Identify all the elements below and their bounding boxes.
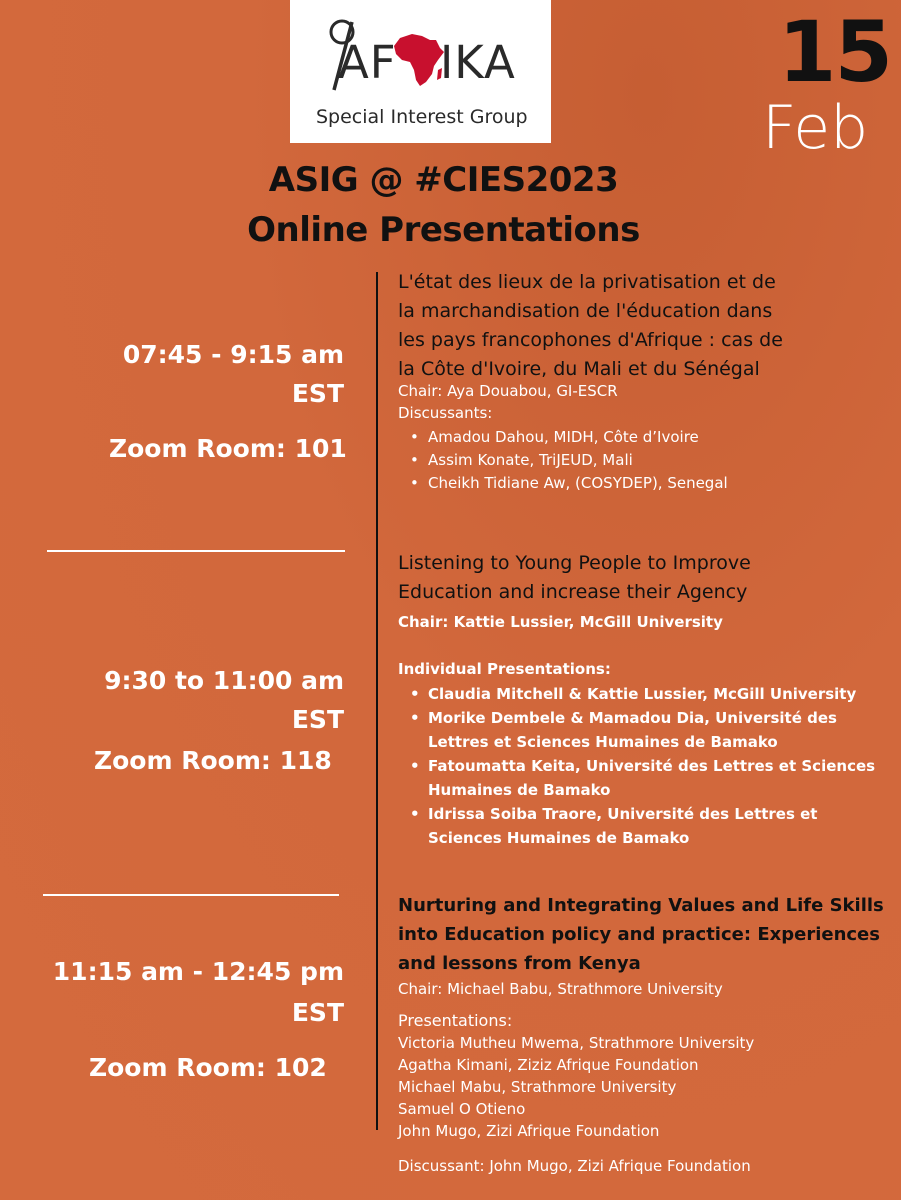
africa-map-icon (390, 30, 446, 90)
session-1-chair: Chair: Aya Douabou, GI-ESCR (398, 382, 618, 400)
session-3-list-heading: Presentations: (398, 1011, 513, 1030)
list-item: John Mugo, Zizi Afrique Foundation (398, 1122, 660, 1140)
session-3-room: Zoom Room: 102 (89, 1053, 327, 1082)
list-item: • Assim Konate, TriJEUD, Mali (398, 449, 728, 472)
session-divider-2 (43, 894, 339, 896)
list-item: • Amadou Dahou, MIDH, Côte d’Ivoire (398, 426, 728, 449)
session-2-room: Zoom Room: 118 (94, 746, 332, 775)
session-1-title-line: L'état des lieux de la privatisation et de (398, 271, 776, 293)
session-3-discussant: Discussant: John Mugo, Zizi Afrique Foundation (398, 1157, 751, 1175)
session-3-title-line: Nurturing and Integrating Values and Life Skills (398, 895, 884, 916)
list-item: Humaines de Bamako (428, 781, 611, 799)
list-item: Sciences Humaines de Bamako (428, 829, 690, 847)
logo-subtitle: Special Interest Group (316, 106, 528, 128)
page-subtitle: Online Presentations (247, 210, 640, 250)
session-3-title (398, 891, 898, 978)
date-month: Feb (762, 93, 869, 163)
date-day: 15 (778, 3, 891, 101)
session-2-timezone: EST (291, 705, 344, 734)
session-1-title-line: la marchandisation de l'éducation dans (398, 300, 773, 322)
session-1-list-heading: Discussants: (398, 404, 493, 422)
asig-logo (290, 0, 551, 143)
logo-text-right: IKA (440, 36, 516, 89)
session-1-discussants (398, 426, 728, 495)
list-item: Agatha Kimani, Ziziz Afrique Foundation (398, 1056, 699, 1074)
session-2-presentations (398, 682, 875, 850)
list-item: • Idrissa Soiba Traore, Université des Lettres et (398, 802, 875, 826)
list-item: • Claudia Mitchell & Kattie Lussier, McGill University (398, 682, 875, 706)
list-item: Lettres et Sciences Humaines de Bamako (428, 733, 778, 751)
session-2-list-heading: Individual Presentations: (398, 660, 611, 678)
list-item: • Morike Dembele & Mamadou Dia, Université des (398, 706, 875, 730)
session-1-title-line: les pays francophones d'Afrique : cas de (398, 329, 783, 351)
list-item: Victoria Mutheu Mwema, Strathmore University (398, 1034, 755, 1052)
session-2-time: 9:30 to 11:00 am (104, 666, 344, 695)
session-2-title (398, 549, 898, 607)
session-3-title-line: into Education policy and practice: Experiences (398, 924, 880, 945)
session-1-title (398, 268, 898, 384)
logo-text-left: AF (338, 36, 397, 89)
session-3-title-line: and lessons from Kenya (398, 953, 641, 974)
list-item: Samuel O Otieno (398, 1100, 526, 1118)
list-item: Michael Mabu, Strathmore University (398, 1078, 677, 1096)
session-1-title-line: la Côte d'Ivoire, du Mali et du Sénégal (398, 358, 760, 380)
session-2-title-line: Education and increase their Agency (398, 581, 748, 603)
session-divider-1 (47, 550, 345, 552)
session-3-chair: Chair: Michael Babu, Strathmore University (398, 980, 723, 998)
session-3-time: 11:15 am - 12:45 pm (52, 957, 344, 986)
session-2-chair: Chair: Kattie Lussier, McGill University (398, 613, 723, 631)
vertical-divider (376, 272, 378, 1130)
list-item: • Fatoumatta Keita, Université des Lettres et Sciences (398, 754, 875, 778)
session-1-time: 07:45 - 9:15 am (122, 340, 344, 369)
session-3-presentations (398, 1032, 754, 1142)
session-1-timezone: EST (291, 379, 344, 408)
list-item: • Cheikh Tidiane Aw, (COSYDEP), Senegal (398, 472, 728, 495)
page-title: ASIG @ #CIES2023 (268, 160, 619, 200)
session-1-room: Zoom Room: 101 (109, 434, 347, 463)
session-2-title-line: Listening to Young People to Improve (398, 552, 751, 574)
session-3-timezone: EST (291, 998, 344, 1027)
